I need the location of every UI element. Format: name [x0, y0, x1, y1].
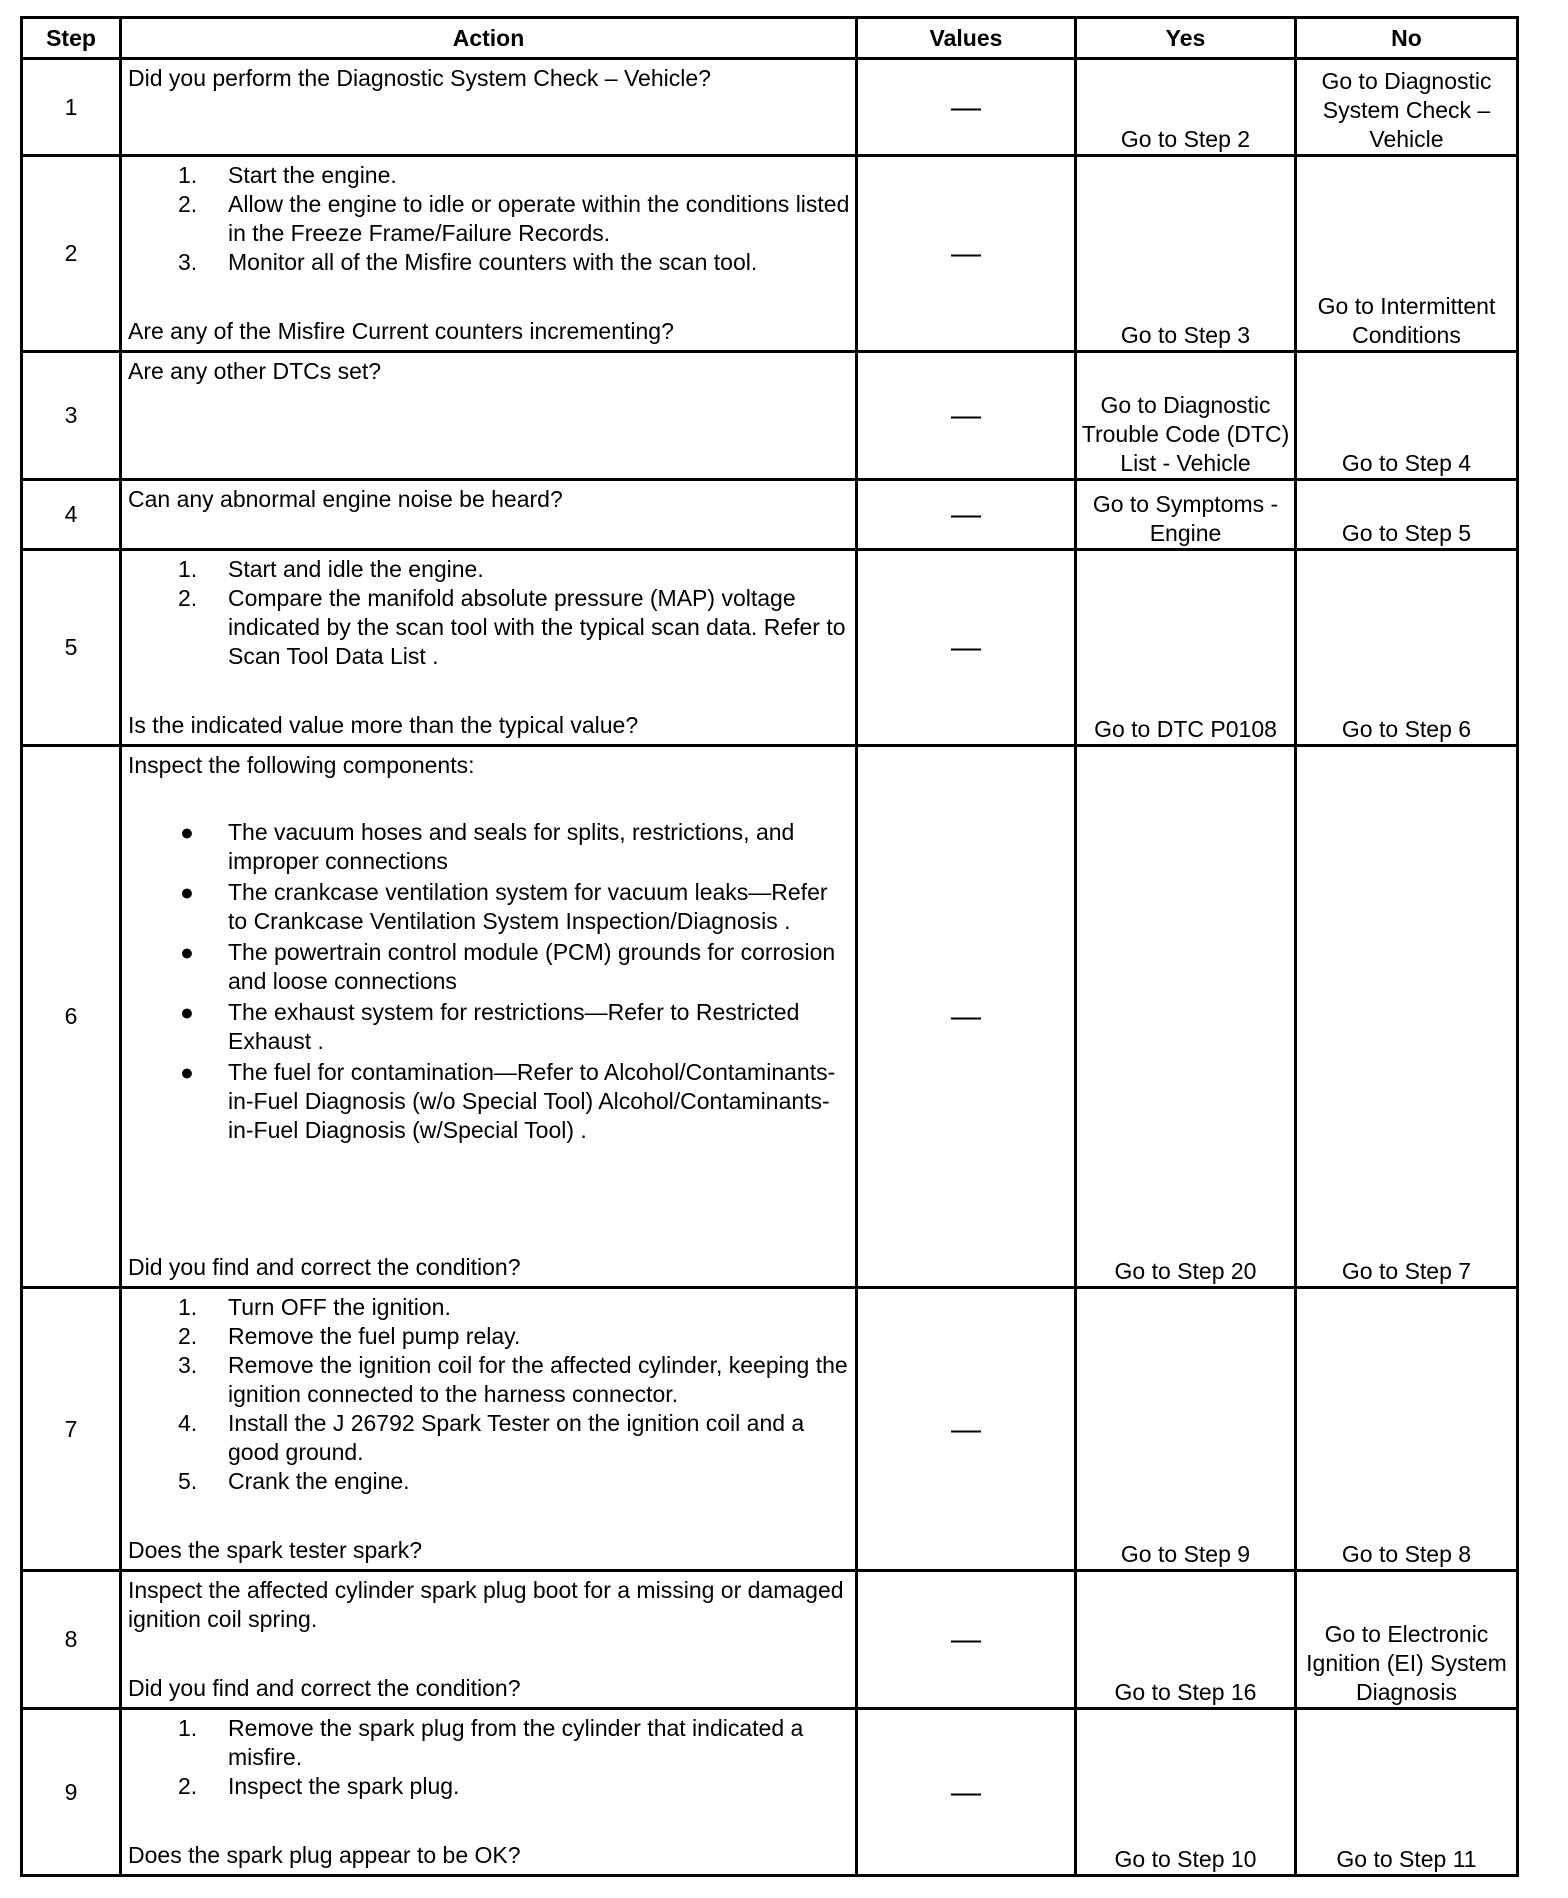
no-cell: Go to Intermittent Conditions [1296, 156, 1518, 352]
table-row-step-7 [22, 1288, 1518, 1571]
diagnostic-table-sheet [20, 16, 1516, 1876]
header-no: No [1296, 18, 1518, 59]
no-cell: Go to Step 8 [1296, 1288, 1518, 1571]
action-step-item: 2. Compare the manifold absolute pressure (MAP) voltage indicated by the scan tool with the typical scan data. Refer to Scan Tool Data List . [178, 585, 846, 669]
step-number: 6 [22, 746, 121, 1288]
header-yes: Yes [1076, 18, 1296, 59]
action-text: Did you perform the Diagnostic System Check – Vehicle? [128, 65, 711, 91]
action-question: Are any of the Misfire Current counters incrementing? [128, 318, 674, 344]
action-step-item: 2. Remove the fuel pump relay. [178, 1323, 521, 1349]
values-cell: — [857, 1571, 1076, 1709]
action-question: Does the spark tester spark? [128, 1537, 423, 1563]
bullet-item: ● The fuel for contamination—Refer to Alcohol/Contaminants-in-Fuel Diagnosis (w/o Special Tool) Alcohol/Contaminants-in-Fuel Diagnosis (w/Special Tool) . [180, 1059, 836, 1143]
table-row-step-2 [22, 156, 1518, 352]
bullet-item: ● The crankcase ventilation system for vacuum leaks—Refer to Crankcase Ventilation System Inspection/Diagnosis . [180, 879, 828, 934]
action-steps [128, 1293, 851, 1496]
action-step-item: 1. Start and idle the engine. [178, 556, 484, 582]
action-step-item: 2. Inspect the spark plug. [178, 1773, 460, 1799]
action-steps [128, 161, 851, 277]
yes-cell: Go to Step 20 [1076, 746, 1296, 1288]
table-row-step-9 [22, 1709, 1518, 1876]
action-cell [121, 352, 857, 480]
yes-cell: Go to Symptoms - Engine [1076, 480, 1296, 550]
action-step-item: 3. Remove the ignition coil for the affected cylinder, keeping the ignition connected to the harness connector. [178, 1352, 848, 1407]
yes-cell: Go to Step 9 [1076, 1288, 1296, 1571]
action-step-item: 1. Turn OFF the ignition. [178, 1294, 451, 1320]
yes-cell: Go to Step 3 [1076, 156, 1296, 352]
step-number: 9 [22, 1709, 121, 1876]
action-steps [128, 555, 851, 671]
action-cell [121, 1571, 857, 1709]
step-number: 2 [22, 156, 121, 352]
action-step-item: 1. Remove the spark plug from the cylinder that indicated a misfire. [178, 1715, 804, 1770]
no-cell: Go to Step 11 [1296, 1709, 1518, 1876]
action-text: Are any other DTCs set? [128, 358, 382, 384]
action-question: Is the indicated value more than the typical value? [128, 712, 639, 738]
action-step-item: 3. Monitor all of the Misfire counters with the scan tool. [178, 249, 758, 275]
yes-cell: Go to Step 16 [1076, 1571, 1296, 1709]
step-number: 5 [22, 550, 121, 746]
action-step-item: 5. Crank the engine. [178, 1468, 410, 1494]
values-cell: — [857, 1288, 1076, 1571]
action-cell [121, 156, 857, 352]
action-step-item: 2. Allow the engine to idle or operate within the conditions listed in the Freeze Frame/Failure Records. [178, 191, 850, 246]
yes-cell: Go to DTC P0108 [1076, 550, 1296, 746]
table-row-step-5 [22, 550, 1518, 746]
action-steps [128, 1714, 851, 1801]
no-cell: Go to Step 6 [1296, 550, 1518, 746]
action-cell [121, 1709, 857, 1876]
action-step-item: 4. Install the J 26792 Spark Tester on the ignition coil and a good ground. [178, 1410, 805, 1465]
step-number: 8 [22, 1571, 121, 1709]
action-cell [121, 59, 857, 156]
action-bullets [128, 818, 851, 1145]
header-step: Step [22, 18, 121, 59]
values-cell: — [857, 59, 1076, 156]
values-cell: — [857, 352, 1076, 480]
action-cell [121, 550, 857, 746]
values-cell: — [857, 480, 1076, 550]
bullet-item: ● The powertrain control module (PCM) grounds for corrosion and loose connections [180, 939, 836, 994]
action-question: Did you find and correct the condition? [128, 1254, 521, 1280]
step-number: 3 [22, 352, 121, 480]
header-action: Action [121, 18, 857, 59]
table-row-step-8 [22, 1571, 1518, 1709]
table-row-step-6 [22, 746, 1518, 1288]
values-cell: — [857, 746, 1076, 1288]
action-cell [121, 1288, 857, 1571]
no-cell: Go to Step 7 [1296, 746, 1518, 1288]
values-cell: — [857, 1709, 1076, 1876]
step-number: 7 [22, 1288, 121, 1571]
no-cell: Go to Diagnostic System Check – Vehicle [1296, 59, 1518, 156]
diagnostic-table [20, 16, 1519, 1877]
bullet-item: ● The exhaust system for restrictions—Refer to Restricted Exhaust . [180, 999, 800, 1054]
action-text: Inspect the following components: [128, 752, 475, 778]
no-cell: Go to Step 4 [1296, 352, 1518, 480]
values-cell: — [857, 156, 1076, 352]
action-text: Can any abnormal engine noise be heard? [128, 486, 563, 512]
table-row-step-3 [22, 352, 1518, 480]
step-number: 4 [22, 480, 121, 550]
yes-cell: Go to Diagnostic Trouble Code (DTC) List - Vehicle [1076, 352, 1296, 480]
no-cell: Go to Step 5 [1296, 480, 1518, 550]
step-number: 1 [22, 59, 121, 156]
table-row-step-1 [22, 59, 1518, 156]
values-cell: — [857, 550, 1076, 746]
action-question: Does the spark plug appear to be OK? [128, 1842, 521, 1868]
action-cell [121, 480, 857, 550]
yes-cell: Go to Step 2 [1076, 59, 1296, 156]
action-cell [121, 746, 857, 1288]
action-step-item: 1. Start the engine. [178, 162, 397, 188]
yes-cell: Go to Step 10 [1076, 1709, 1296, 1876]
no-cell: Go to Electronic Ignition (EI) System Diagnosis [1296, 1571, 1518, 1709]
header-values: Values [857, 18, 1076, 59]
bullet-item: ● The vacuum hoses and seals for splits, restrictions, and improper connections [180, 819, 795, 874]
action-question: Did you find and correct the condition? [128, 1675, 521, 1701]
action-text: Inspect the affected cylinder spark plug boot for a missing or damaged ignition coil spring. [128, 1577, 844, 1632]
table-row-step-4 [22, 480, 1518, 550]
header-row [22, 18, 1518, 59]
